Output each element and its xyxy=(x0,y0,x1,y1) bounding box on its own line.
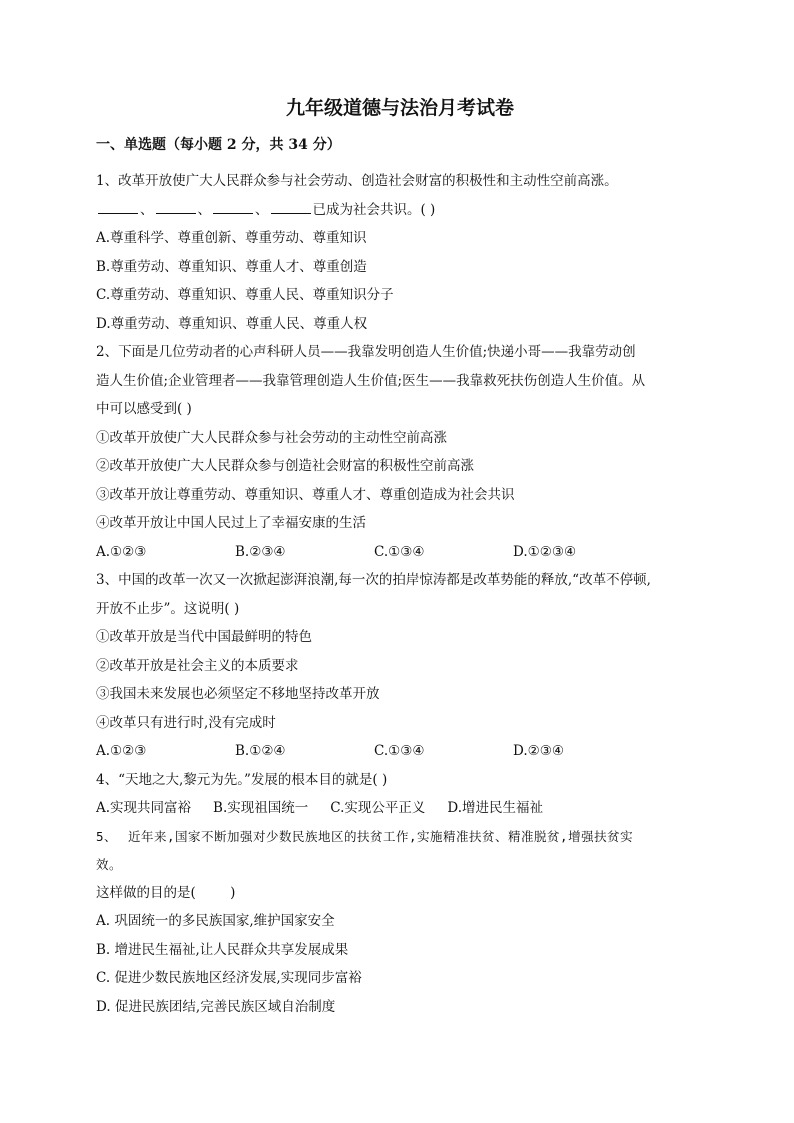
q4-option-b[interactable]: B.实现祖国统一 xyxy=(213,800,309,816)
separator: 、 xyxy=(255,201,269,218)
answer-blank[interactable] xyxy=(213,198,253,214)
q2-options xyxy=(96,538,704,567)
q5-option-a[interactable]: A. 巩固统一的多民族国家,维护国家安全 xyxy=(96,913,335,929)
q1-option-c[interactable]: C.尊重劳动、尊重知识、尊重人民、尊重知识分子 xyxy=(96,287,394,303)
separator: 、 xyxy=(140,201,154,218)
q3-stem-line-2: 开放不止步”。这说明( ) xyxy=(96,600,240,617)
q3-option-a[interactable]: A.①②③ xyxy=(96,743,147,759)
q2-stem-line-2: 造人生价值;企业管理者——我靠管理创造人生价值;医生——我靠救死扶伤创造人生价值。从 xyxy=(96,372,646,389)
answer-blank[interactable] xyxy=(271,198,311,214)
q5-option-c[interactable]: C. 促进少数民族地区经济发展,实现同步富裕 xyxy=(96,970,362,986)
q3-item-2: ②改革开放是社会主义的本质要求 xyxy=(96,657,299,674)
q1-option-b[interactable]: B.尊重劳动、尊重知识、尊重人才、尊重创造 xyxy=(96,258,367,275)
q2-item-1: ①改革开放使广大人民群众参与社会劳动的主动性空前高涨 xyxy=(96,429,447,446)
q1-stem: 1、改革开放使广大人民群众参与社会劳动、创造社会财富的积极性和主动性空前高涨。 xyxy=(96,173,618,189)
q1-option-d[interactable]: D.尊重劳动、尊重知识、尊重人民、尊重人权 xyxy=(96,315,368,332)
q2-item-4: ④改革开放让中国人民过上了幸福安康的生活 xyxy=(96,515,366,531)
q4-option-d[interactable]: D.增进民生福祉 xyxy=(447,800,544,816)
q2-option-a[interactable]: A.①②③ xyxy=(96,543,147,560)
q2-stem-line-3: 中可以感受到( ) xyxy=(96,401,192,417)
q3-option-c[interactable]: C.①③④ xyxy=(374,743,425,759)
section-heading: 一、单选题（每小题 2 分，共 34 分） xyxy=(96,137,341,153)
q5-number: 5、 xyxy=(96,828,118,844)
q2-option-d[interactable]: D.①②③④ xyxy=(513,543,577,560)
q5-stem-line-2: 效。 xyxy=(96,856,123,872)
separator: 、 xyxy=(197,201,211,218)
q3-item-3: ③我国未来发展也必须坚定不移地坚持改革开放 xyxy=(96,686,380,702)
q2-stem-line-1: 2、下面是几位劳动者的心声科研人员——我靠发明创造人生价值;快递小哥——我靠劳动创 xyxy=(96,344,636,360)
q3-option-d[interactable]: D.②③④ xyxy=(513,743,564,759)
q3-item-1: ①改革开放是当代中国最鲜明的特色 xyxy=(96,629,312,645)
q4-stem: 4、“天地之大,黎元为先。”发展的根本目的就是( ) xyxy=(96,771,388,788)
q1-blanks-line xyxy=(96,196,704,225)
answer-blank[interactable] xyxy=(156,198,196,214)
q3-options xyxy=(96,737,704,766)
q1-tail: 已成为社会共识。( ) xyxy=(312,201,436,218)
q2-item-2: ②改革开放使广大人民群众参与创造社会财富的积极性空前高涨 xyxy=(96,458,474,474)
answer-blank[interactable] xyxy=(98,198,138,214)
q3-option-b[interactable]: B.①②④ xyxy=(235,743,286,759)
exam-title: 九年级道德与法治月考试卷 xyxy=(285,97,514,119)
q5-option-b[interactable]: B. 增进民生福祉,让人民群众共享发展成果 xyxy=(96,941,349,958)
q2-option-b[interactable]: B.②③④ xyxy=(235,543,286,560)
q5-stem-line-3: 这样做的目的是( ) xyxy=(96,884,236,901)
q3-item-4: ④改革只有进行时,没有完成时 xyxy=(96,714,276,731)
q3-stem-line-1: 3、中国的改革一次又一次掀起澎湃浪潮,每一次的拍岸惊涛都是改革势能的释放,“改革不停顿, xyxy=(96,572,651,588)
q5-stem-line-1 xyxy=(96,823,704,851)
q4-option-a[interactable]: A.实现共同富裕 xyxy=(96,800,192,816)
q4-option-c[interactable]: C.实现公平正义 xyxy=(330,800,426,816)
q2-item-3: ③改革开放让尊重劳动、尊重知识、尊重人才、尊重创造成为社会共识 xyxy=(96,486,515,503)
q1-option-a[interactable]: A.尊重科学、尊重创新、尊重劳动、尊重知识 xyxy=(96,230,367,246)
q5-option-d[interactable]: D. 促进民族团结,完善民族区域自治制度 xyxy=(96,998,336,1015)
q5-stem-text: 近年来,国家不断加强对少数民族地区的扶贫工作,实施精准扶贫、精准脱贫,增强扶贫实 xyxy=(128,828,634,844)
q4-options xyxy=(96,794,704,823)
q2-option-c[interactable]: C.①③④ xyxy=(374,543,425,560)
